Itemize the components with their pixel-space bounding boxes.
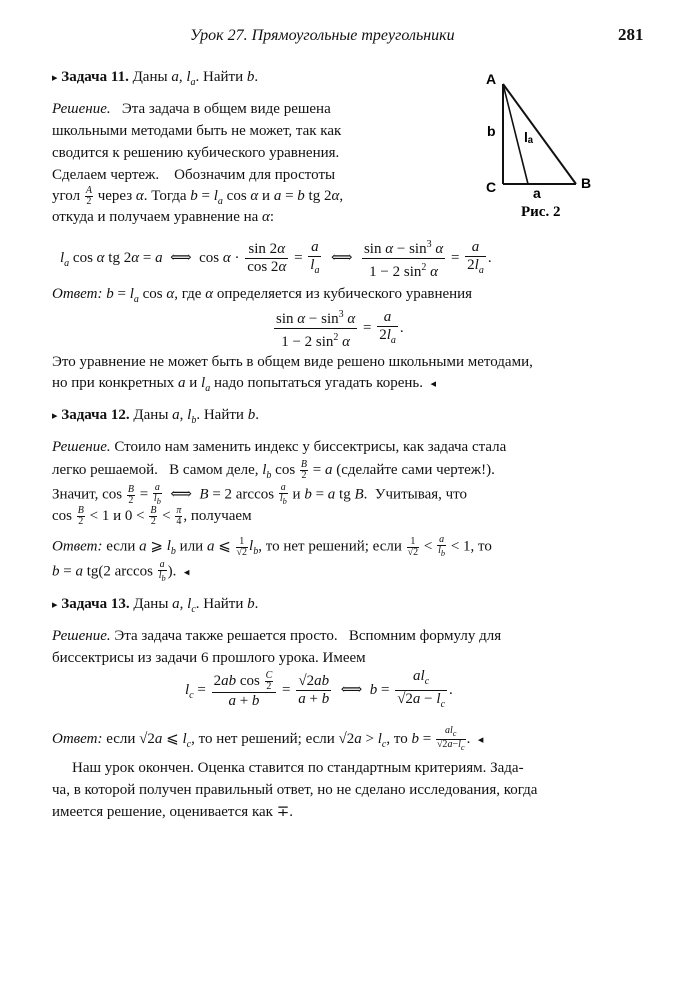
figure-triangle bbox=[480, 70, 610, 230]
running-title: Урок 27. Прямоугольные треугольники bbox=[190, 27, 455, 44]
triangle-marker-icon: ▸ bbox=[52, 410, 58, 422]
p12-answer-2: b = a tg(2 arccos $\frac{a}{l_b}$ ). ◂ bbox=[52, 559, 190, 583]
end-marker-icon: ◂ bbox=[477, 733, 484, 746]
p11-line-6: откуда и получаем уравнение на α: bbox=[52, 209, 275, 225]
end-marker-icon: ◂ bbox=[183, 566, 190, 579]
figure-caption: Рис. 2 bbox=[521, 204, 561, 220]
p11-closing-2: но при конкретных a и $l_a$ надо попытаться угадать корень. ◂ bbox=[52, 375, 437, 394]
p11-line-3: сводится к решению кубического уравнения. bbox=[52, 145, 340, 161]
p11-line-2: школьными методами быть не может, так как bbox=[52, 123, 342, 139]
p12-answer-1: Ответ: если a ⩾ $l_b$ или a ⩽ $\frac{1}{√2}$ $l_b$, то нет решений; если $\frac{1}{√2}$ < $\frac{a}{l_b}$ < 1, то bbox=[52, 534, 492, 558]
p13-answer-line: Ответ: если √2a ⩽ $l_c$, то нет решений; если $√2a > l_c$, то b = $al_c$ $√2a-l_c$ . ◂ bbox=[52, 725, 484, 752]
problem-13-label: Задача 13. bbox=[61, 596, 130, 612]
conclusion-line-1: Наш урок окончен. Оценка ставится по стандартным критериям. Зада- bbox=[72, 760, 524, 776]
label-b: b bbox=[487, 123, 496, 139]
p13-line-1: Решение. Эта задача также решается просто. Вспомним формулу для bbox=[52, 628, 502, 644]
problem-11-heading: ▸ Задача 11. Даны a, $l_a$. Найти b. bbox=[52, 69, 259, 88]
end-marker-icon: ◂ bbox=[430, 378, 437, 390]
p11-line-5: угол $\frac{A}{2}$ через α. Тогда $b = l_a$ cos α и a = b tg 2α, bbox=[52, 185, 344, 208]
problem-13-heading: ▸ Задача 13. Даны a, $l_c$. Найти b. bbox=[52, 596, 259, 615]
p13-line-2: биссектрисы из задачи 6 прошлого урока. Имеем bbox=[52, 650, 366, 666]
page-number: 281 bbox=[618, 25, 644, 44]
p12-line-4: cos $\frac{B}{2}$ < 1 и 0 < $\frac{B}{2}$ < $\frac{\pi}{4}$ , получаем bbox=[52, 505, 252, 528]
p11-line-1: Решение. Эта задача в общем виде решена bbox=[52, 101, 331, 117]
label-B: B bbox=[581, 175, 592, 191]
triangle-marker-icon: ▸ bbox=[52, 599, 58, 611]
p12-line-2: легко решаемой. В самом деле, $l_b$ cos $\frac{B}{2}$ = a (сделайте сами чертеж!). bbox=[52, 459, 495, 482]
problem-12-heading: ▸ Задача 12. Даны a, $l_b$. Найти b. bbox=[52, 407, 259, 426]
p11-answer-line: Ответ: $b = l_a$ cos α, где α определяется из кубического уравнения bbox=[52, 286, 473, 305]
p12-line-1: Решение. Стоило нам заменить индекс у биссектрисы, как задача стала bbox=[52, 439, 507, 455]
conclusion-line-2: ча, в которой получен правильный ответ, но не сделано исследования, когда bbox=[52, 782, 538, 798]
conclusion-line-3: имеется решение, оценивается как ∓. bbox=[52, 804, 294, 820]
side-ab bbox=[503, 84, 576, 184]
p11-line-4: Сделаем чертеж. Обозначим для простоты bbox=[52, 167, 336, 183]
label-a: a bbox=[533, 185, 541, 201]
label-A: A bbox=[486, 71, 497, 87]
p11-answer-equation: $\frac{\sin \alpha - \sin^3 \alpha}{1 - 2 \sin^2 \alpha}$ = $\frac{a}{2l_a}$ . bbox=[272, 306, 404, 351]
problem-11-label: Задача 11. bbox=[61, 69, 129, 85]
p12-line-3: Значит, cos $\frac{B}{2}$ = $\frac{a}{l_b}$ ⟺ B = 2 arccos $\frac{a}{l_b}$ и b = a tg B. Учитывая, что bbox=[52, 482, 468, 506]
triangle-marker-icon: ▸ bbox=[52, 72, 58, 84]
label-C: C bbox=[486, 179, 497, 195]
label-la: lₐ bbox=[524, 129, 534, 145]
p13-equation: $l_c$ = 2ab cos $\frac{C}{2}$ a + b = $\frac{√2ab}{a + b}$ ⟺ b = $\frac{al_c}{√2a - l_c}$ . bbox=[185, 668, 453, 711]
problem-12-label: Задача 12. bbox=[61, 407, 130, 423]
p11-closing-1: Это уравнение не может быть в общем виде решено школьными методами, bbox=[52, 354, 533, 370]
p11-equation: $l_a$ cos α tg 2α = a ⟺ cos α · $\frac{\sin 2\alpha}{\cos 2\alpha}$ = $\frac{a}{l_a}$ ⟺ $\frac{\sin \alpha - \sin^3 \alpha}{1 - 2 \sin^2 \alpha}$ = $\frac{a}{2l_a}$ . bbox=[60, 236, 492, 284]
